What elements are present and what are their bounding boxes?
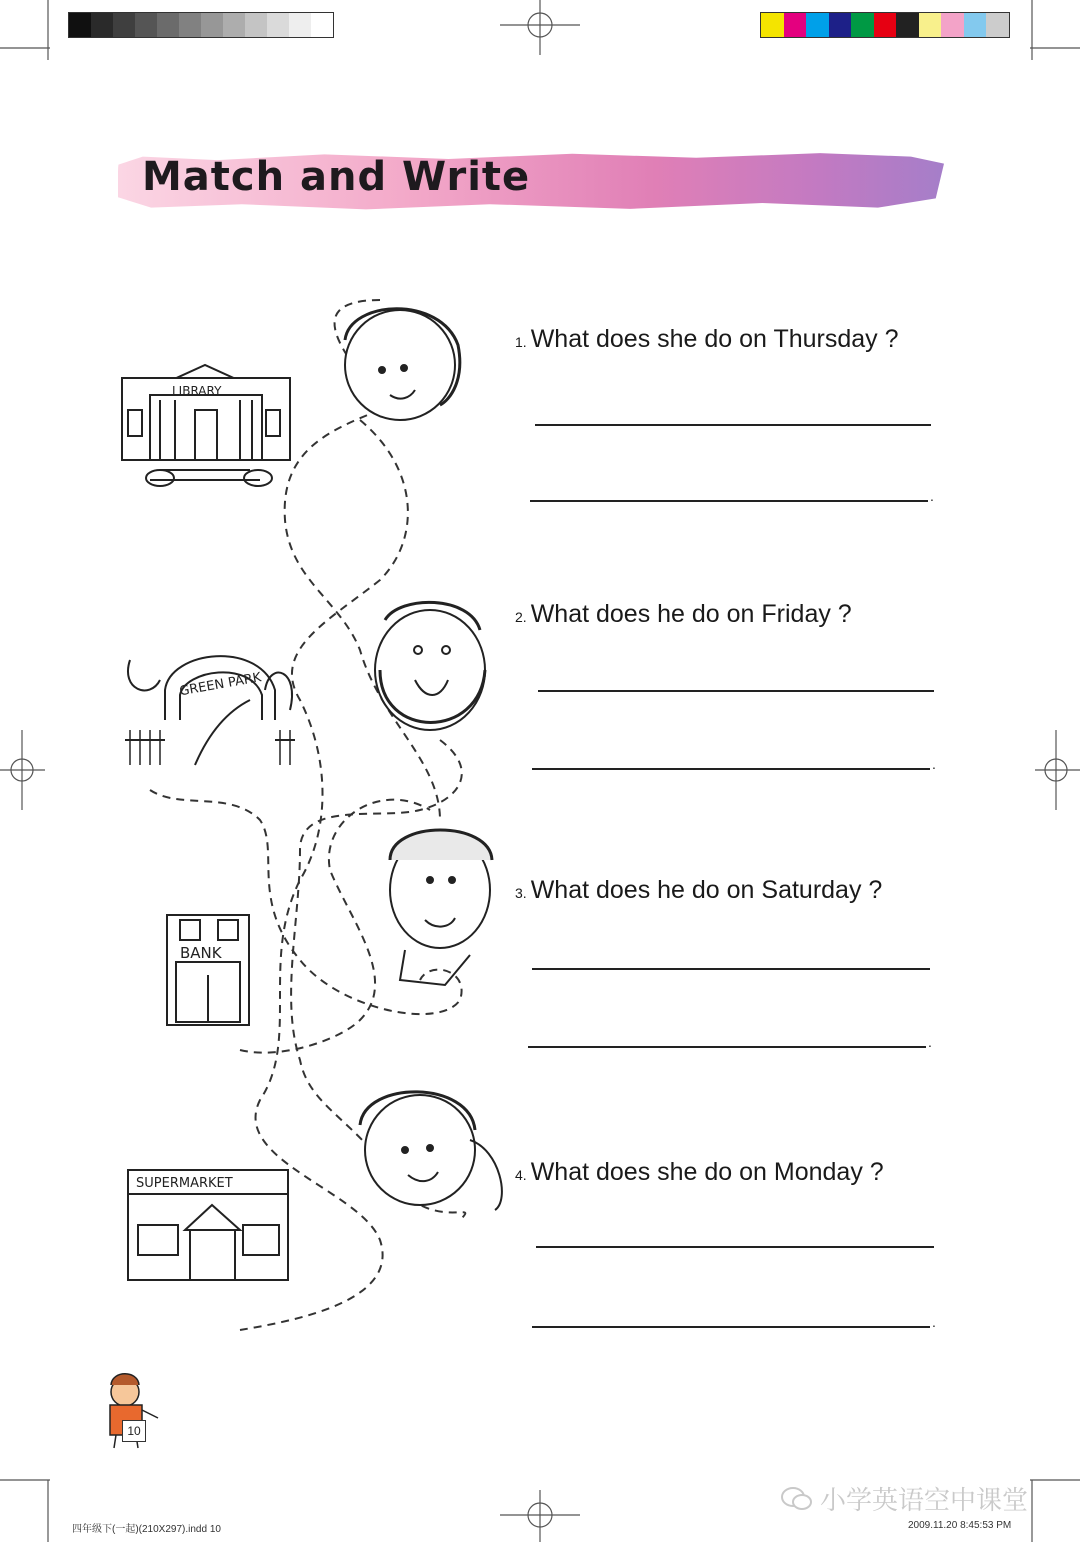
question-4 <box>515 1158 884 1187</box>
girl-face-1 <box>345 309 460 420</box>
answer-line[interactable] <box>532 1326 930 1328</box>
supermarket-sign: SUPERMARKET <box>136 1176 233 1191</box>
man-face-beard <box>375 602 485 730</box>
question-text: What does he do on Friday ? <box>530 600 852 628</box>
period-mark: . <box>932 756 936 772</box>
question-number: 2. <box>515 609 527 625</box>
answer-line[interactable] <box>538 690 934 692</box>
question-2 <box>515 600 852 629</box>
question-number: 1. <box>515 334 527 350</box>
period-mark: . <box>932 1314 936 1330</box>
watermark <box>780 1480 1028 1517</box>
bank-sign: BANK <box>180 944 222 962</box>
answer-line[interactable] <box>530 500 928 502</box>
answer-line[interactable] <box>536 1246 934 1248</box>
library-sign: LIBRARY <box>172 384 222 398</box>
answer-line[interactable] <box>528 1046 926 1048</box>
green-park <box>125 656 295 765</box>
answer-line[interactable] <box>532 768 930 770</box>
bank-building <box>167 915 249 1025</box>
question-number: 3. <box>515 885 527 901</box>
footer-timestamp: 2009.11.20 8:45:53 PM <box>908 1520 1012 1531</box>
period-mark: . <box>930 488 934 504</box>
answer-line[interactable] <box>532 968 930 970</box>
boy-face <box>390 830 492 985</box>
question-text: What does he do on Saturday ? <box>530 876 883 904</box>
question-1 <box>515 325 899 354</box>
question-number: 4. <box>515 1167 527 1183</box>
footer-file-info: 四年级下(一起)(210X297).indd 10 <box>72 1524 221 1535</box>
question-3 <box>515 876 882 905</box>
question-text: What does she do on Thursday ? <box>530 325 899 353</box>
park-sign: GREEN PARK <box>178 670 263 700</box>
answer-line[interactable] <box>535 424 931 426</box>
question-text: What does she do on Monday ? <box>530 1158 884 1186</box>
period-mark: . <box>928 1034 932 1050</box>
wechat-icon <box>780 1485 814 1513</box>
page-number: 10 <box>122 1420 146 1442</box>
watermark-text: 小学英语空中课堂 <box>820 1485 1029 1515</box>
page-title: Match and Write <box>142 154 531 200</box>
girl-face-2 <box>360 1092 502 1210</box>
